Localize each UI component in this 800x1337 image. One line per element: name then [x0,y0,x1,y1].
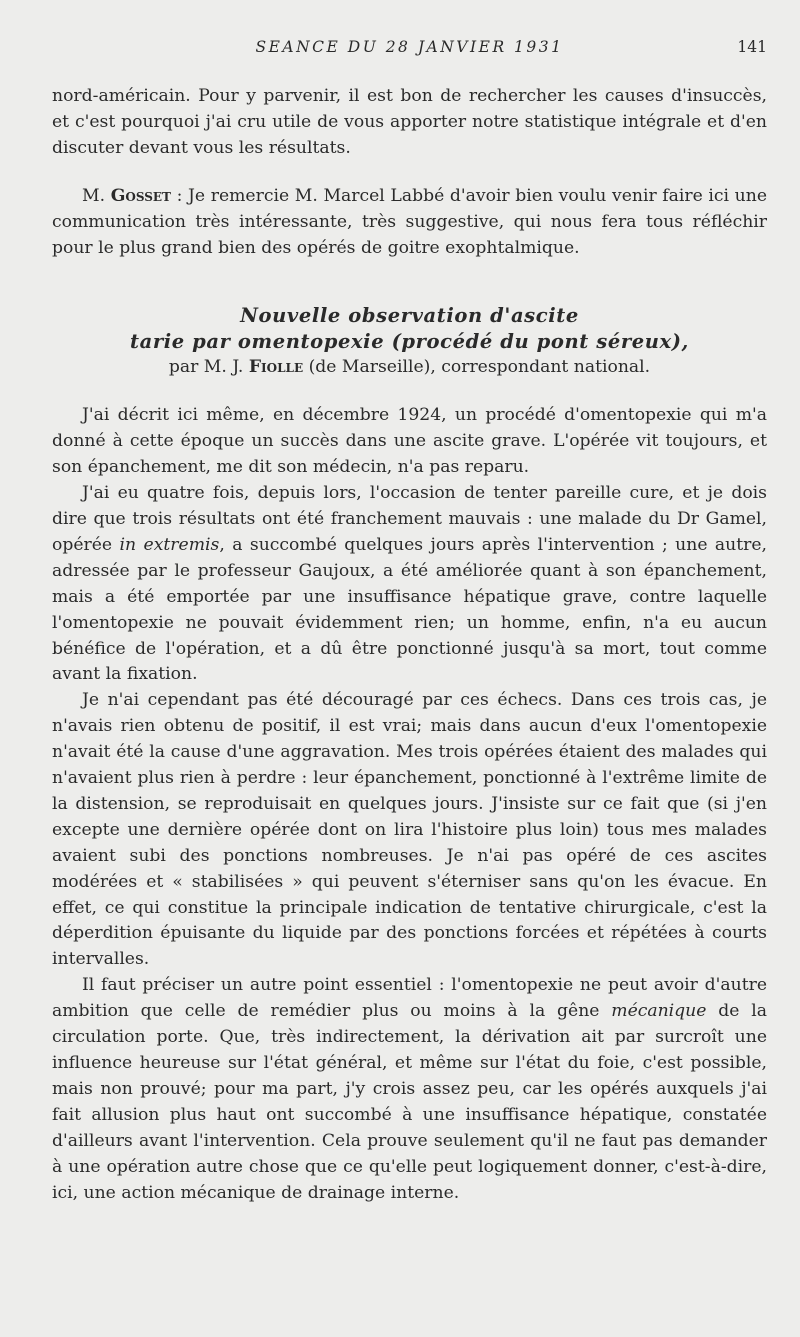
paragraph-4-part-b: de la circulation porte. Que, très indirectement, la dérivation ait par surcroît une influence heureuse sur l'état général, et même sur l'état du foie, c'est possible, mais non prouvé; pour ma part, j'y crois assez peu, car les opérés auxquels j'ai fait allusion plus haut ont succombé à une insuffisance hépatique, constatée d'ailleurs avant l'intervention. Cela prouve seulement qu'il ne faut pas demander à une opération autre chose que ce qu'elle peut logiquement donner, c'est-à-dire, ici, une action mécanique de drainage interne. [52,1001,767,1203]
paragraph-4-part-a: Il faut préciser un autre point essentiel : l'omentopexie ne peut avoir d'autre ambition que celle de remédier plus ou moins à la gêne [52,975,767,1022]
paragraph-4-emphasis: mécanique [611,1001,707,1022]
paragraph-1: J'ai décrit ici même, en décembre 1924, un procédé d'omentopexie qui m'a donné à cette époque un succès dans une ascite grave. L'opérée vit toujours, et son épanchement, me dit son médecin, n'a pas reparu. [52,405,767,478]
author-name: Fiolle [248,357,304,378]
paragraph-2-part-b: , a succombé quelques jours après l'intervention ; une autre, adressée par le professeur Gaujoux, a été améliorée quant à son épanchement, mais a été emportée par une insuffisance hépatique grave, contre laquelle l'omentopexie ne pouvait évidemment rien; un homme, enfin, n'a eu aucun bénéfice de l'opération, et a dû être ponctionné jusqu'à sa mort, tout comme avant la fixation. [52,534,767,685]
paragraph-gosset [52,184,767,262]
article-byline [52,355,767,381]
byline-suffix: (de Marseille), correspondant national. [303,357,651,378]
paragraph-2-emphasis: in extremis [119,534,220,555]
gosset-text: : Je remercie M. Marcel Labbé d'avoir bien voulu venir faire ici une communication très intéressante, très suggestive, qui nous fera tous réfléchir pour le plus grand bien des opérés de goitre exophtalmique. [52,185,767,258]
page-number: 141 [737,38,767,56]
speaker-name: Gosset [110,185,171,206]
paragraph-2 [52,481,767,688]
article-title [52,303,767,355]
paragraph-4 [52,973,767,1206]
running-head [52,38,767,62]
byline-prefix: par M. J. [168,357,249,378]
paragraph-2-part-a: J'ai eu quatre fois, depuis lors, l'occasion de tenter pareille cure, et je dois dire que trois résultats ont été franchement mauvais : une malade du Dr Gamel, opérée [52,483,767,555]
body-text [52,84,767,1206]
article-title-line-1: Nouvelle observation d'ascite [240,304,579,328]
gosset-prefix: M. [82,185,111,206]
paragraph-3: Je n'ai cependant pas été découragé par ces échecs. Dans ces trois cas, je n'avais rien obtenu de positif, il est vrai; mais dans aucun d'eux l'omentopexie n'avait été la cause d'une aggravation. Mes trois opérées étaient des malades qui n'avaient plus rien à perdre : leur épanchement, ponctionné à l'extrême limite de la distension, se reproduisait en quelques jours. J'insiste sur ce fait que (si j'en excepte une dernière opérée dont on lira l'histoire plus loin) tous mes malades avaient subi des ponctions nombreuses. Je n'ai pas opéré de ces ascites modérées et « stabilisées » qui peuvent s'éterniser sans qu'on les évacue. En effet, ce qui constitue la principale indication de tentative chirurgicale, c'est la déperdition épuisante du liquide par des ponctions forcées et répétées à courts intervalles. [52,690,767,970]
article-title-line-2: tarie par omentopexie (procédé du pont séreux), [130,330,689,354]
running-head-title: SEANCE DU 28 JANVIER 1931 [255,38,564,56]
paragraph-intro: nord-américain. Pour y parvenir, il est bon de rechercher les causes d'insuccès, et c'est pourquoi j'ai cru utile de vous apporter notre statistique intégrale et d'en discuter devant vous les résultats. [52,86,767,158]
